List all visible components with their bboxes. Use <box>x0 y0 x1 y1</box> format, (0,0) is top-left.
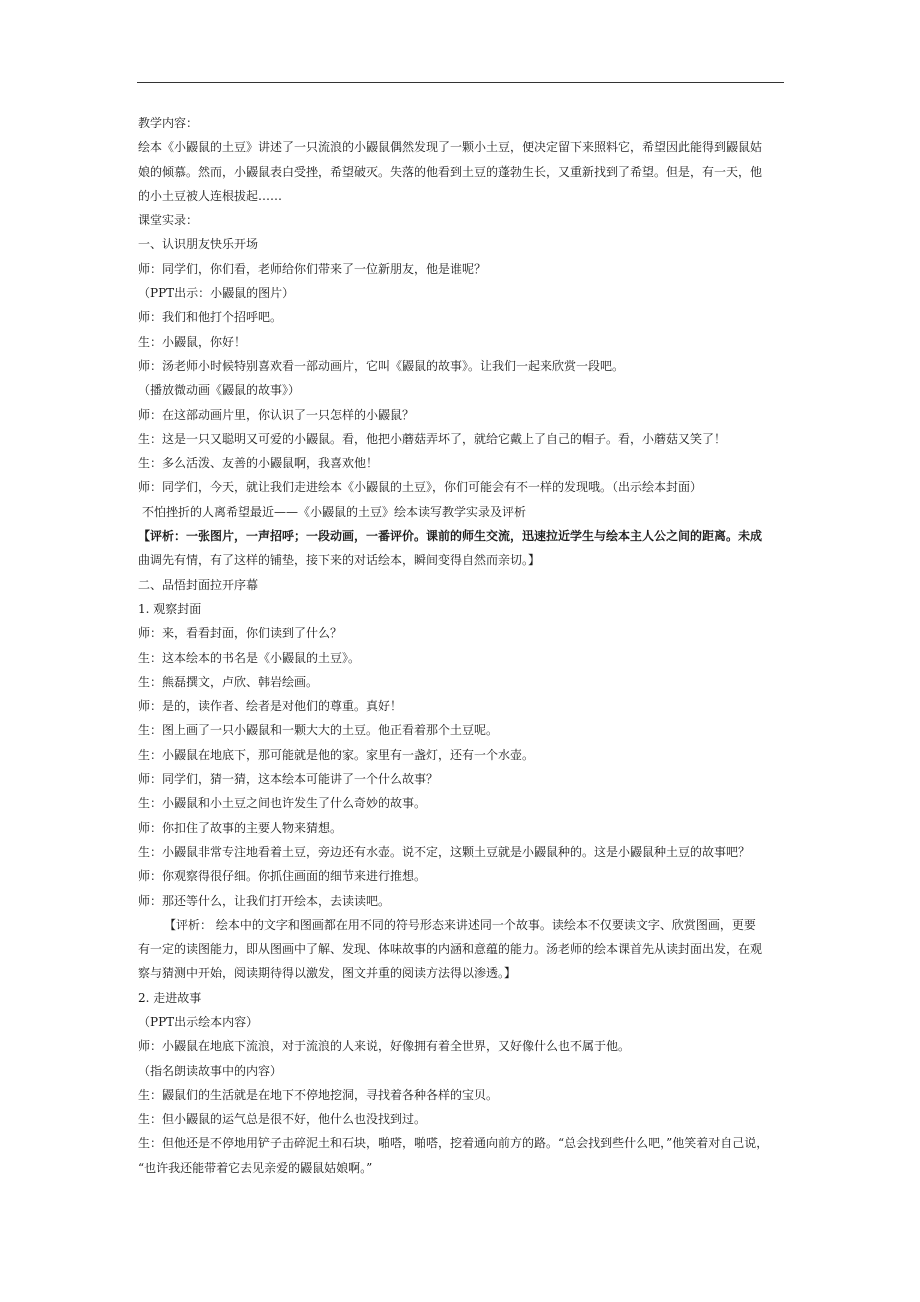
commentary-line: 【评析： 绘本中的文字和图画都在用不同的符号形态来讲述同一个故事。读绘本不仅要读文字、欣赏图画，更要 <box>164 917 756 932</box>
stage-direction: （播放微动画《鼹鼠的故事》） <box>138 383 301 398</box>
section-heading: 一、认识朋友快乐开场 <box>138 237 259 252</box>
subsection-heading: 2. 走进故事 <box>138 990 202 1005</box>
dialogue-line: 师：汤老师小时候特别喜欢看一部动画片，它叫《鼹鼠的故事》。让我们一起来欣赏一段吧。 <box>138 358 625 373</box>
dialogue-line: 师：同学们，今天，就让我们走进绘本《小鼹鼠的土豆》，你们可能会有不一样的发现哦。（出示绘本封面） <box>138 480 703 495</box>
paragraph-line: 娘的倾慕。然而，小鼹鼠表白受挫，希望破灭。失落的他看到土豆的蓬勃生长，又重新找到了希望。但是，有一天，他 <box>138 164 763 179</box>
dialogue-line: 师：那还等什么，让我们打开绘本，去读读吧。 <box>138 893 391 908</box>
dialogue-line: 师：在这部动画片里，你认识了一只怎样的小鼹鼠？ <box>138 407 415 422</box>
commentary-line: 察与猜测中开始，阅读期待得以激发，图文并重的阅读方法得以渗透。】 <box>138 966 517 981</box>
dialogue-line: 生：但小鼹鼠的运气总是很不好，他什么也没找到过。 <box>138 1112 427 1127</box>
subsection-heading: 1. 观察封面 <box>138 601 202 616</box>
dialogue-line: 师：小鼹鼠在地底下流浪，对于流浪的人来说，好像拥有着全世界，又好像什么也不属于他。 <box>138 1039 631 1054</box>
stage-direction: （PPT出示：小鼹鼠的图片） <box>138 286 295 301</box>
dialogue-line: 生：多么活泼、友善的小鼹鼠啊，我喜欢他！ <box>138 456 379 471</box>
paragraph-line: 绘本《小鼹鼠的土豆》讲述了一只流浪的小鼹鼠偶然发现了一颗小土豆，便决定留下来照料它，希望因此能得到鼹鼠姑 <box>138 140 763 155</box>
dialogue-line: 生：小鼹鼠在地底下，那可能就是他的家。家里有一盏灯，还有一个水壶。 <box>138 747 535 762</box>
dialogue-line: 生：小鼹鼠，你好！ <box>138 334 247 349</box>
dialogue-line: 生：这本绘本的书名是《小鼹鼠的土豆》。 <box>138 650 361 665</box>
header-rule <box>137 82 784 83</box>
document-title-line: 不怕挫折的人离希望最近——《小鼹鼠的土豆》绘本读写教学实录及评析 <box>142 504 527 519</box>
dialogue-line: 生：小鼹鼠和小土豆之间也许发生了什么奇妙的故事。 <box>138 796 427 811</box>
dialogue-line: 生：小鼹鼠非常专注地看着土豆，旁边还有水壶。说不定，这颗土豆就是小鼹鼠种的。这是小鼹鼠种土豆的故事吧？ <box>138 844 751 859</box>
commentary-line: 有一定的读图能力，即从图画中了解、发现、体味故事的内涵和意蕴的能力。汤老师的绘本课首先从读封面出发，在观 <box>138 942 763 957</box>
dialogue-line: 师：我们和他打个招呼吧。 <box>138 310 283 325</box>
dialogue-line: 生：图上画了一只小鼹鼠和一颗大大的土豆。他正看着那个土豆呢。 <box>138 723 499 738</box>
dialogue-line: “也许我还能带着它去见亲爱的鼹鼠姑娘啊。” <box>138 1160 373 1175</box>
dialogue-line: 师：是的，读作者、绘者是对他们的尊重。真好！ <box>138 699 403 714</box>
section-heading: 教学内容： <box>138 116 199 130</box>
commentary-line: 曲调先有情，有了这样的铺垫，接下来的对话绘本，瞬间变得自然而亲切。】 <box>138 553 541 568</box>
stage-direction: （PPT出示绘本内容） <box>138 1014 259 1029</box>
section-heading: 课堂实录： <box>138 213 199 228</box>
stage-direction: （指名朗读故事中的内容） <box>138 1063 283 1078</box>
commentary-line: 【评析：一张图片，一声招呼；一段动画，一番评价。课前的师生交流，迅速拉近学生与绘本主人公之间的距离。未成 <box>138 529 763 544</box>
dialogue-line: 师：同学们，你们看，老师给你们带来了一位新朋友，他是谁呢？ <box>138 261 487 276</box>
section-heading: 二、品悟封面拉开序幕 <box>138 577 259 592</box>
dialogue-line: 师：来，看看封面，你们读到了什么？ <box>138 626 343 641</box>
dialogue-line: 生：熊磊撰文，卢欣、韩岩绘画。 <box>138 674 319 689</box>
document-body <box>138 111 786 1180</box>
dialogue-line: 生：这是一只又聪明又可爱的小鼹鼠。看，他把小蘑菇弄坏了，就给它戴上了自己的帽子。看，小蘑菇又笑了！ <box>138 431 727 446</box>
dialogue-line: 师：同学们，猜一猜，这本绘本可能讲了一个什么故事？ <box>138 772 439 787</box>
dialogue-line: 生：鼹鼠们的生活就是在地下不停地挖洞，寻找着各种各样的宝贝。 <box>138 1087 499 1102</box>
dialogue-line: 师：你观察得很仔细。你抓住画面的细节来进行推想。 <box>138 869 427 884</box>
paragraph-line: 的小土豆被人连根拔起…… <box>138 188 283 203</box>
dialogue-line: 生：但他还是不停地用铲子击碎泥土和石块，啪嗒，啪嗒，挖着通向前方的路。“总会找到些什么吧，”他笑着对自己说， <box>138 1136 769 1151</box>
dialogue-line: 师：你扣住了故事的主要人物来猜想。 <box>138 820 343 835</box>
